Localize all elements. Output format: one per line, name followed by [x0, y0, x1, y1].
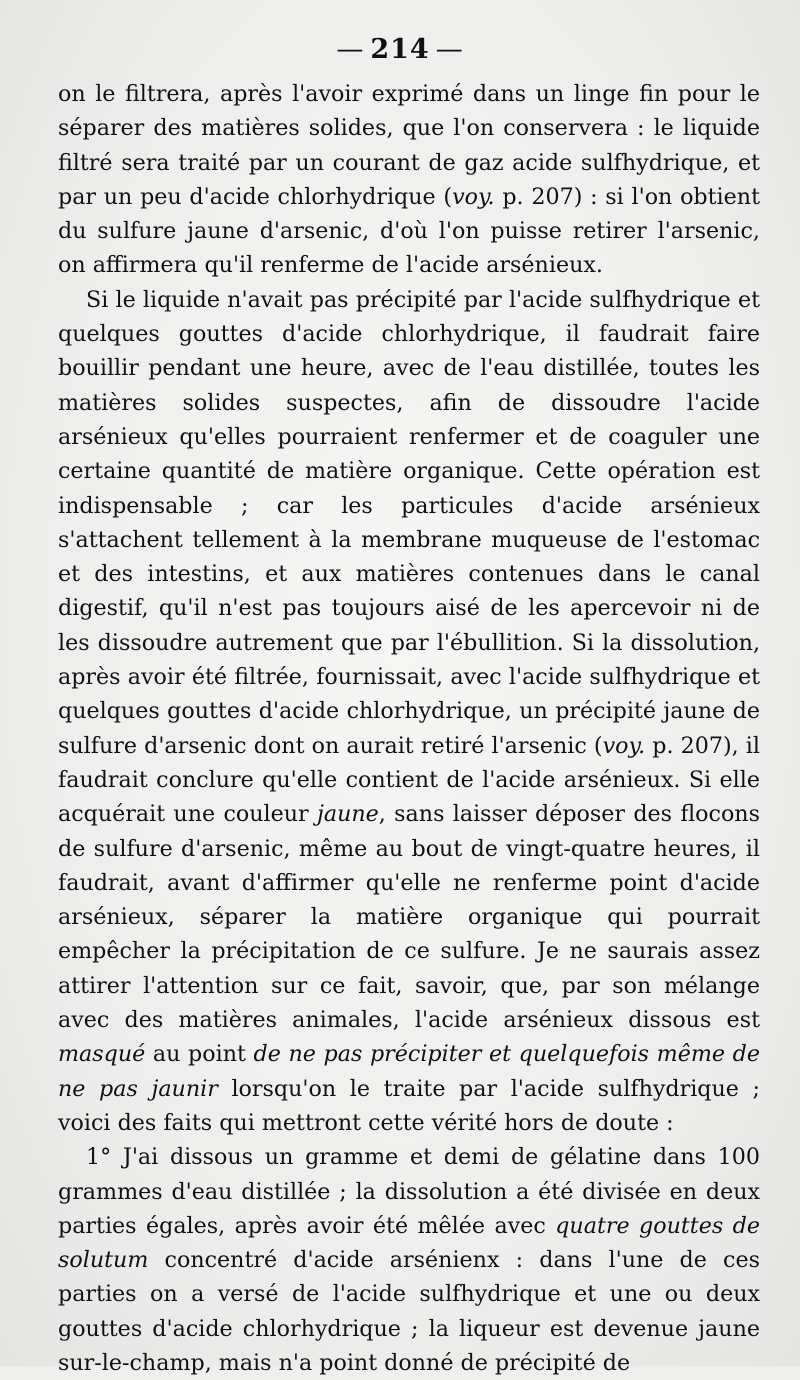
paragraph-3-text-2: concentré d'acide arsénienx : dans l'une de ces parties on a versé de l'acide sulfhydrique et une ou deux gouttes d'acide chlorhydrique ; la liqueur est devenue jaune sur-le-champ, mais n'a point donné de précipité de: [58, 1247, 760, 1376]
paragraph-2-italic-voy: voy.: [602, 732, 646, 759]
paragraph-2-text-5: lorsqu'on le traite par l'acide sulfhydrique ; voici des faits qui mettront cette vérité hors de doute :: [58, 1075, 761, 1136]
paragraph-1-italic-voy: voy.: [452, 183, 495, 210]
paragraph-1: [58, 77, 760, 283]
paragraph-2-text-2: p. 207), il faudrait conclure qu'elle contient de l'acide arsénieux. Si elle acquérait une couleur: [58, 732, 761, 828]
page-body: [58, 77, 760, 1380]
paragraph-1-text-2: p. 207) : si l'on obtient du sulfure jaune d'arsenic, d'où l'on puisse retirer l'arsenic, on affirmera qu'il renferme de l'acide arsénieux.: [58, 183, 760, 279]
paragraph-3: [58, 1140, 760, 1380]
paragraph-2-text-4: au point: [145, 1041, 254, 1068]
paragraph-1-text-1: on le filtrera, après l'avoir exprimé dans un linge fin pour le séparer des matières solides, que l'on conservera : le liquide filtré sera traité par un courant de gaz acide sulfhydrique, et par un peu d'acide chlorhydrique (: [58, 81, 760, 210]
paragraph-2-text-3: , sans laisser déposer des flocons de sulfure d'arsenic, même au bout de vingt-quatre heures, il faudrait, avant d'affirmer qu'elle ne renferme point d'acide arsénieux, séparer la matière organique qui pourrait empêcher la précipitation de ce sulfure. Je ne saurais assez attirer l'attention sur ce fait, savoir, que, par son mélange avec des matières animales, l'acide arsénieux dissous est: [58, 801, 760, 1034]
page-number-dash-left: —: [336, 34, 365, 65]
paragraph-2-text-1: Si le liquide n'avait pas précipité par l'acide sulfhydrique et quelques gouttes d'acide chlorhydrique, il faudrait faire bouillir pendant une heure, avec de l'eau distillée, toutes les matières solides suspectes, afin de dissoudre l'acide arsénieux qu'elles pourraient renfermer et de coaguler une certaine quantité de matière organique. Cette opération est indispensable ; car les particules d'acide arsénieux s'attachent tellement à la membrane muqueuse de l'estomac et des intestins, et aux matières contenues dans le canal digestif, qu'il n'est pas toujours aisé de les apercevoir ni de les dissoudre autrement que par l'ébullition. Si la dissolution, après avoir été filtrée, fournissait, avec l'acide sulfhydrique et quelques gouttes d'acide chlorhydrique, un précipité jaune de sulfure d'arsenic dont on aurait retiré l'arsenic (: [58, 286, 760, 759]
paragraph-2-italic-jaune: jaune: [316, 801, 379, 828]
paragraph-2-italic-masque: masqué: [58, 1041, 146, 1068]
paragraph-3-italic-quantity: quatre gouttes de solutum: [58, 1212, 760, 1274]
paragraph-2-italic-emphasis: de ne pas précipiter et quelquefois même de ne pas jaunir: [58, 1041, 760, 1102]
page-number-dash-right: —: [435, 34, 464, 65]
page-number: [0, 34, 800, 65]
page-number-value: 214: [370, 34, 430, 65]
paragraph-3-text-1: 1° J'ai dissous un gramme et demi de gélatine dans 100 grammes d'eau distillée ; la dissolution a été divisée en deux parties égales, après avoir été mêlée avec: [58, 1144, 760, 1239]
paragraph-2: [58, 283, 760, 1140]
